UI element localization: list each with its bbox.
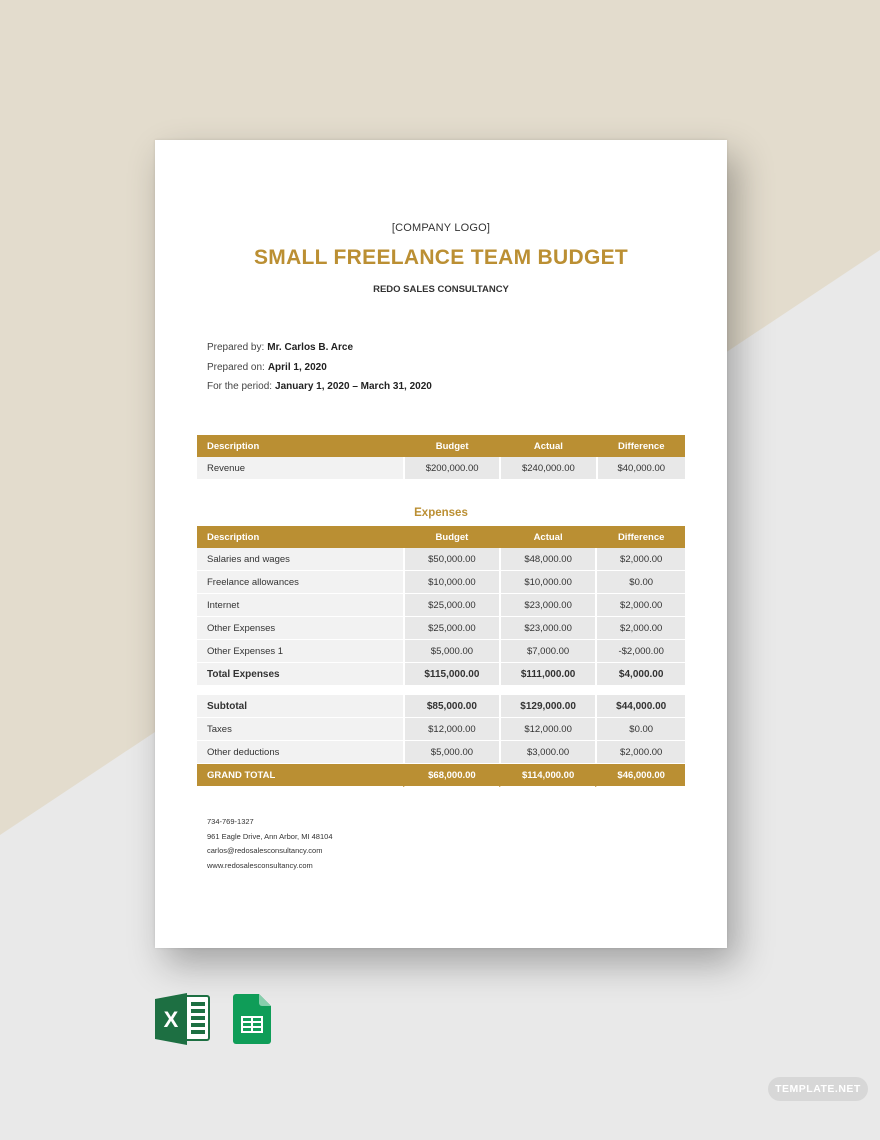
cell-actual: $7,000.00: [499, 640, 596, 663]
table-spacer-row: [197, 686, 685, 695]
cell-difference: $2,000.00: [595, 741, 685, 764]
cell-budget: $50,000.00: [403, 548, 499, 571]
header-description: Description: [197, 435, 403, 457]
prepared-on-label: Prepared on:: [207, 362, 265, 373]
table-row: [197, 718, 685, 741]
cell-budget: $25,000.00: [403, 617, 499, 640]
cell-difference: $4,000.00: [595, 663, 685, 686]
cell-budget: $10,000.00: [403, 571, 499, 594]
cell-actual: $111,000.00: [499, 663, 596, 686]
cell-description: GRAND TOTAL: [197, 764, 403, 787]
header-difference: Difference: [596, 435, 685, 457]
cell-actual: $129,000.00: [499, 695, 596, 718]
table-row: [197, 640, 685, 663]
cell-budget: $5,000.00: [403, 741, 499, 764]
grand-total-row: [197, 764, 685, 787]
prepared-by-label: Prepared by:: [207, 342, 265, 353]
prepared-by-line: [207, 342, 353, 353]
expenses-table: [197, 526, 685, 787]
prepared-by-value: Mr. Carlos B. Arce: [267, 342, 354, 353]
cell-budget: $25,000.00: [403, 594, 499, 617]
excel-icon: [155, 993, 211, 1045]
cell-actual: $12,000.00: [499, 718, 596, 741]
table-header-row: [197, 526, 685, 548]
cell-budget: $85,000.00: [403, 695, 499, 718]
cell-budget: $68,000.00: [403, 764, 499, 787]
cell-difference: $0.00: [595, 571, 685, 594]
revenue-table: [197, 435, 685, 480]
cell-description: Revenue: [197, 457, 403, 480]
cell-difference: -$2,000.00: [595, 640, 685, 663]
subtotal-row: [197, 695, 685, 718]
table-row: [197, 548, 685, 571]
prepared-on-line: [207, 362, 327, 373]
table-row: [197, 594, 685, 617]
period-label: For the period:: [207, 381, 273, 392]
cell-description: Other Expenses 1: [197, 640, 403, 663]
cell-actual: $10,000.00: [499, 571, 596, 594]
expenses-heading: Expenses: [414, 507, 468, 519]
table-row: [197, 571, 685, 594]
cell-actual: $23,000.00: [499, 617, 596, 640]
cell-actual: $3,000.00: [499, 741, 596, 764]
contact-website: www.redosalesconsultancy.com: [207, 861, 313, 870]
cell-budget: $12,000.00: [403, 718, 499, 741]
excel-icon-letter: X: [163, 1007, 179, 1032]
cell-difference: $40,000.00: [596, 457, 685, 480]
document-page: [155, 140, 727, 948]
cell-difference: $0.00: [595, 718, 685, 741]
contact-address: 961 Eagle Drive, Ann Arbor, MI 48104: [207, 832, 333, 841]
header-actual: Actual: [499, 526, 596, 548]
cell-actual: $23,000.00: [499, 594, 596, 617]
cell-description: Salaries and wages: [197, 548, 403, 571]
cell-description: Taxes: [197, 718, 403, 741]
company-name: REDO SALES CONSULTANCY: [373, 284, 509, 295]
cell-difference: $2,000.00: [595, 548, 685, 571]
period-value: January 1, 2020 – March 31, 2020: [275, 381, 432, 392]
cell-description: Internet: [197, 594, 403, 617]
prepared-on-value: April 1, 2020: [267, 362, 327, 373]
contact-email: carlos@redosalesconsultancy.com: [207, 846, 323, 855]
cell-description: Total Expenses: [197, 663, 403, 686]
cell-description: Other deductions: [197, 741, 403, 764]
header-budget: Budget: [403, 435, 499, 457]
cell-description: Freelance allowances: [197, 571, 403, 594]
table-row: [197, 617, 685, 640]
header-budget: Budget: [403, 526, 499, 548]
cell-description: Other Expenses: [197, 617, 403, 640]
document-title: SMALL FREELANCE TEAM BUDGET: [253, 246, 629, 269]
cell-description: Subtotal: [197, 695, 403, 718]
cell-budget: $200,000.00: [403, 457, 499, 480]
header-difference: Difference: [595, 526, 685, 548]
table-row: [197, 741, 685, 764]
table-row: [197, 457, 685, 480]
header-description: Description: [197, 526, 403, 548]
period-line: [207, 381, 432, 392]
cell-difference: $2,000.00: [595, 617, 685, 640]
cell-difference: $44,000.00: [595, 695, 685, 718]
header-actual: Actual: [499, 435, 595, 457]
company-logo-placeholder: [COMPANY LOGO]: [391, 222, 491, 234]
table-header-row: [197, 435, 685, 457]
cell-actual: $114,000.00: [499, 764, 596, 787]
contact-phone: 734-769-1327: [207, 817, 254, 826]
cell-actual: $48,000.00: [499, 548, 596, 571]
google-sheets-icon: [233, 994, 271, 1044]
cell-actual: $240,000.00: [499, 457, 595, 480]
cell-budget: $115,000.00: [403, 663, 499, 686]
cell-difference: $2,000.00: [595, 594, 685, 617]
cell-difference: $46,000.00: [595, 764, 685, 787]
template-net-watermark: TEMPLATE.NET: [768, 1077, 868, 1101]
cell-budget: $5,000.00: [403, 640, 499, 663]
total-expenses-row: [197, 663, 685, 686]
